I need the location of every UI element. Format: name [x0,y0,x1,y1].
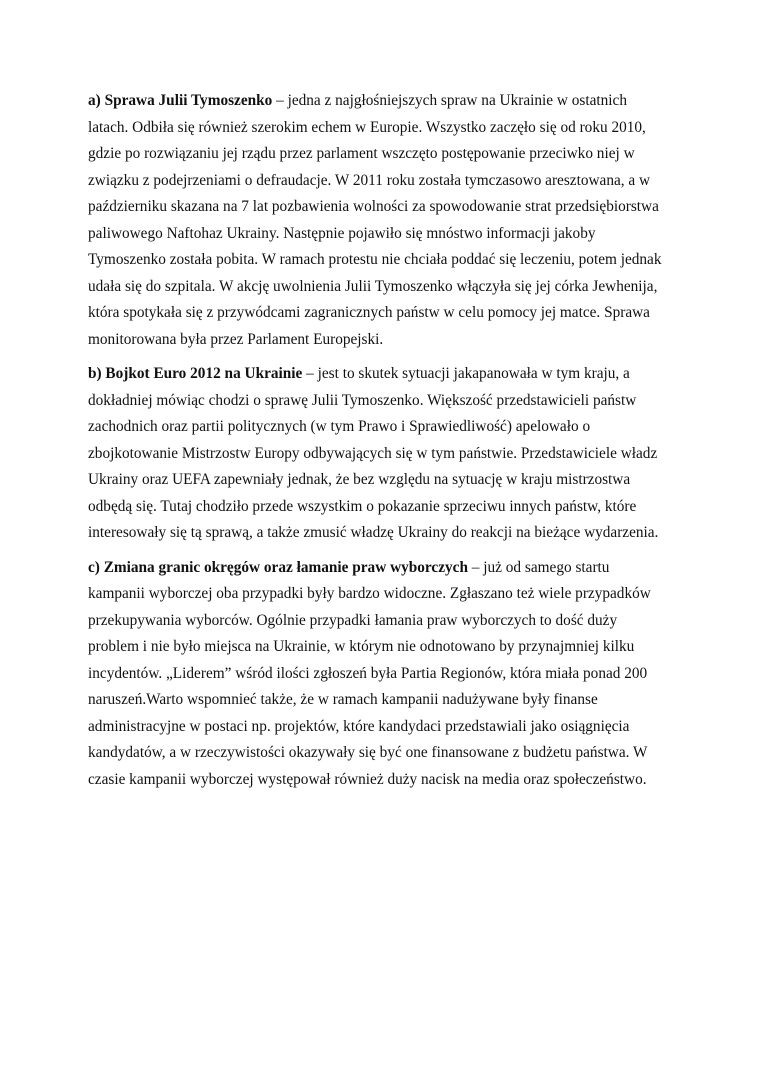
section-a-body: – jedna z najgłośniejszych spraw na Ukrainie w ostatnich latach. Odbiła się również szerokim echem w Europie. Wszystko zaczęło się od roku 2010, gdzie po rozwiązaniu jej rządu przez parlament wszczęto postępowanie przeciwko niej w związku z podejrzeniami o defraudacje. W 2011 roku została tymczasowo aresztowana, a w październiku skazana na 7 lat pozbawienia wolności za spowodowanie strat przedsiębiorstwa paliwowego Naftohaz Ukrainy. Następnie pojawiło się mnóstwo informacji jakoby Tymoszenko została pobita. W ramach protestu nie chciała poddać się leczeniu, potem jednak udała się do szpitala. W akcję uwolnienia Julii Tymoszenko włączyła się jej córka Jewhenija, która spotykała się z przywódcami zagranicznych państw w celu pomocy jej matce. Sprawa monitorowana była przez Parlament Europejski. [88,92,662,348]
section-a-paragraph [88,88,668,353]
section-a-heading: a) Sprawa Julii Tymoszenko [88,92,273,109]
section-b-paragraph [88,361,668,547]
section-c-heading: c) Zmiana granic okręgów oraz łamanie praw wyborczych [88,558,468,576]
section-b-heading: b) Bojkot Euro 2012 na Ukrainie [88,365,303,382]
section-c-body: – już od samego startu kampanii wyborczej oba przypadki były bardzo widoczne. Zgłaszano też wiele przypadków przekupywania wyborców. Ogólnie przypadki łamania praw wyborczych to dość duży problem i nie było miejsca na Ukrainie, w którym nie odnotowano by przynajmniej kilku incydentów. „Liderem” wśród ilości zgłoszeń była Partia Regionów, która miała ponad 200 naruszeń.Warto wspomnieć także, że w ramach kampanii nadużywane były finanse administracyjne w postaci np. projektów, które kandydaci przedstawiali jako osiągnięcia kandydatów, a w rzeczywistości okazywały się być one finansowane z budżetu państwa. W czasie kampanii wyborczej występował również duży nacisk na media oraz społeczeństwo. [88,558,651,788]
document-page [88,88,668,801]
section-c-paragraph [88,555,668,794]
section-b-body: – jest to skutek sytuacji jakapanowała w tym kraju, a dokładniej mówiąc chodzi o sprawę Julii Tymoszenko. Większość przedstawicieli państw zachodnich oraz partii politycznych (w tym Prawo i Sprawiedliwość) apelowało o zbojkotowanie Mistrzostw Europy odbywających się w tym państwie. Przedstawiciele władz Ukrainy oraz UEFA zapewniały jednak, że bez względu na sytuację w kraju mistrzostwa odbędą się. Tutaj chodziło przede wszystkim o pokazanie sprzeciwu innych państw, które interesowały się tą sprawą, a także zmusić władzę Ukrainy do reakcji na bieżące wydarzenia. [88,365,659,541]
